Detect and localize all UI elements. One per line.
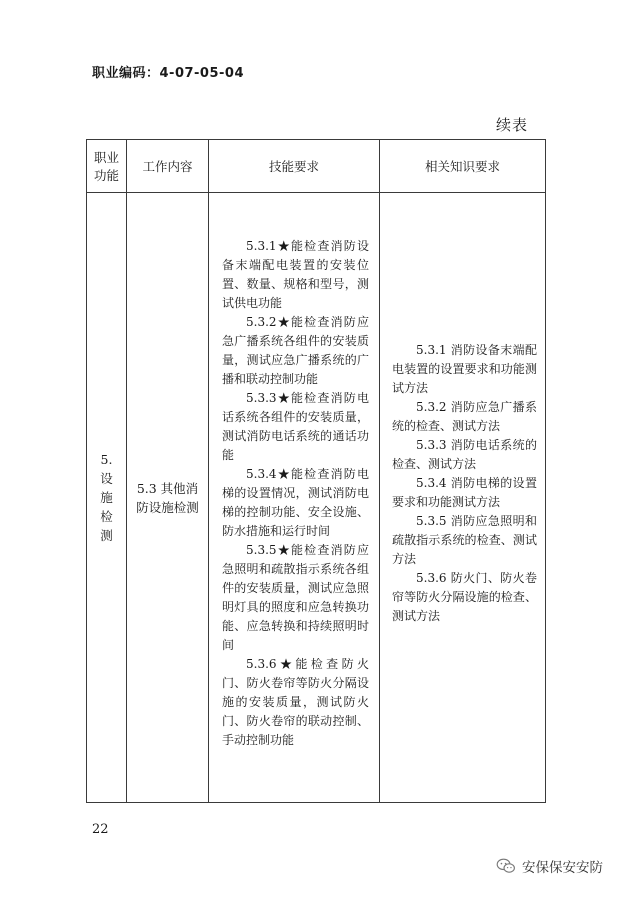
header-function [87,140,127,193]
page-number: 22 [92,822,109,837]
occupation-code: 职业编码：4-07-05-04 [92,66,245,81]
function-number: 5. [100,452,113,467]
skill-item: 5.3.3★能检查消防电话系统各组件的安装质量，测试消防电话系统的通话功能 [222,391,369,462]
skill-item: 5.3.4★能检查消防电梯的设置情况，测试消防电梯的控制功能、安全设施、防水措施和运行时间 [222,467,369,538]
skills-table [86,139,546,803]
wechat-watermark [496,856,603,876]
work-content-cell: 5.3 其他消防设施检测 [127,193,209,803]
skill-item: 5.3.1★能检查消防设备末端配电装置的安装位置、数量、规格和型号，测试供电功能 [222,239,369,310]
knowledge-item: 5.3.3 消防电话系统的检查、测试方法 [392,438,537,471]
function-name: 设施检测 [100,471,113,543]
header-function-line2: 功能 [93,168,119,183]
table-row [87,193,546,803]
header-skills: 技能要求 [209,140,380,193]
knowledge-item: 5.3.1 消防设备末端配电装置的设置要求和功能测试方法 [392,343,537,395]
header-knowledge: 相关知识要求 [380,140,546,193]
skill-item: 5.3.6★能检查防火门、防火卷帘等防火分隔设施的安装质量，测试防火门、防火卷帘的联动控制、手动控制功能 [222,657,369,747]
continued-label: 续表 [496,116,529,134]
knowledge-item: 5.3.5 消防应急照明和疏散指示系统的检查、测试方法 [392,514,537,566]
skill-item: 5.3.2★能检查消防应急广播系统各组件的安装质量，测试应急广播系统的广播和联动控制功能 [222,315,369,386]
knowledge-item: 5.3.4 消防电梯的设置要求和功能测试方法 [392,476,537,509]
account-name: 安保保安安防 [522,860,603,876]
knowledge-cell [380,193,546,803]
function-cell [87,193,127,803]
knowledge-item: 5.3.2 消防应急广播系统的检查、测试方法 [392,400,537,433]
skill-item: 5.3.5★能检查消防应急照明和疏散指示系统各组件的安装质量，测试应急照明灯具的照度和应急转换功能、应急转换和持续照明时间 [222,543,369,652]
wechat-icon [496,858,516,874]
skills-cell [209,193,380,803]
header-function-line1: 职业 [93,150,119,165]
table-header-row [87,140,546,193]
header-work-content: 工作内容 [127,140,209,193]
knowledge-item: 5.3.6 防火门、防火卷帘等防火分隔设施的检查、测试方法 [392,571,537,623]
